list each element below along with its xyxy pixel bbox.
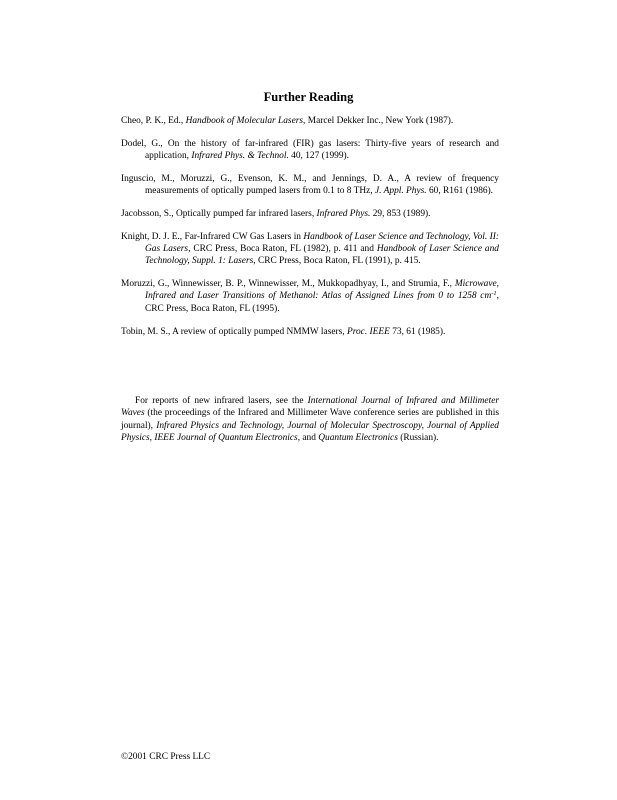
reference-entry: [121, 115, 499, 127]
italic-text: Handbook of Molecular Lasers: [185, 116, 304, 126]
reference-entry: [121, 173, 499, 198]
text-run: (Russian).: [397, 432, 439, 443]
italic-text: Infrared Phys.: [316, 208, 371, 219]
further-info-paragraph: [121, 395, 499, 444]
page-title: Further Reading: [263, 90, 354, 104]
text-run: Knight, D. J. E., Far-Infrared CW Gas Lasers in: [121, 231, 304, 242]
text-run: Inguscio, M., Moruzzi, G., Evenson, K. M., and Jennings, D. A., A review of frequency measurements of optically pumped lasers from 0.1 to 8 THz,: [121, 173, 499, 197]
text-run: Cheo, P. K., Ed.,: [121, 116, 186, 126]
italic-text: Quantum Electronics: [318, 432, 398, 443]
text-run: 29, 853 (1989).: [370, 208, 431, 219]
text-run: Dodel, G., On the history of far-infrared (FIR) gas lasers: Thirty-five years of research and application,: [121, 138, 499, 162]
text-run: Jacobsson, S., Optically pumped far infrared lasers,: [121, 208, 317, 219]
text-run: 60, R161 (1986).: [426, 186, 494, 197]
text-run: and: [300, 432, 319, 443]
italic-text: International Journal of Infrared and Millimeter Waves: [121, 396, 500, 419]
reference-entry: [121, 278, 499, 315]
reference-entry: [121, 208, 499, 220]
text-run: 73, 61 (1985).: [389, 326, 446, 337]
text-run: Moruzzi, G., Winnewisser, B. P., Winnewisser, M., Mukkopadhyay, I., and Strumia, F.,: [121, 279, 455, 290]
copyright-footer: ©2001 CRC Press LLC: [121, 752, 211, 762]
italic-text: Handbook of Laser Science and Technology, Suppl. 1: Lasers: [145, 244, 499, 267]
italic-text: Microwave, Infrared and Laser Transitions of Methanol: Atlas of Assigned Lines from 0 to 1258 cm: [145, 279, 499, 302]
reference-entry: [121, 231, 499, 268]
text-run: (the proceedings of the Infrared and Millimeter Wave conference series are published in this journal),: [121, 408, 499, 431]
italic-text: Proc. IEEE: [346, 326, 390, 337]
italic-text: Handbook of Laser Science and Technology, Vol. II: Gas Lasers: [145, 231, 499, 255]
italic-text: Infrared Physics and Technology, Journal of Molecular Spectroscopy, Journal of Applied Physics, IEEE Journal of Quantum Electronics,: [121, 420, 499, 443]
reference-entry: [121, 138, 499, 163]
superscript: -1: [491, 290, 497, 298]
text-run: , CRC Press, Boca Raton, FL (1982), p. 411 and: [188, 244, 377, 255]
reference-entry: [121, 326, 499, 338]
text-run: , CRC Press, Boca Raton, FL (1991), p. 415.: [253, 256, 421, 267]
text-run: For reports of new infrared lasers, see the: [135, 396, 308, 406]
text-run: 40, 127 (1999).: [288, 151, 349, 162]
italic-text: J. Appl. Phys.: [374, 186, 427, 197]
text-run: , Marcel Dekker Inc., New York (1987).: [303, 116, 454, 126]
italic-text: Infrared Phys. & Technol.: [191, 151, 289, 162]
text-run: , CRC Press, Boca Raton, FL (1995).: [145, 291, 499, 314]
text-run: Tobin, M. S., A review of optically pumped NMMW lasers,: [121, 326, 347, 337]
reference-list: [121, 115, 499, 348]
